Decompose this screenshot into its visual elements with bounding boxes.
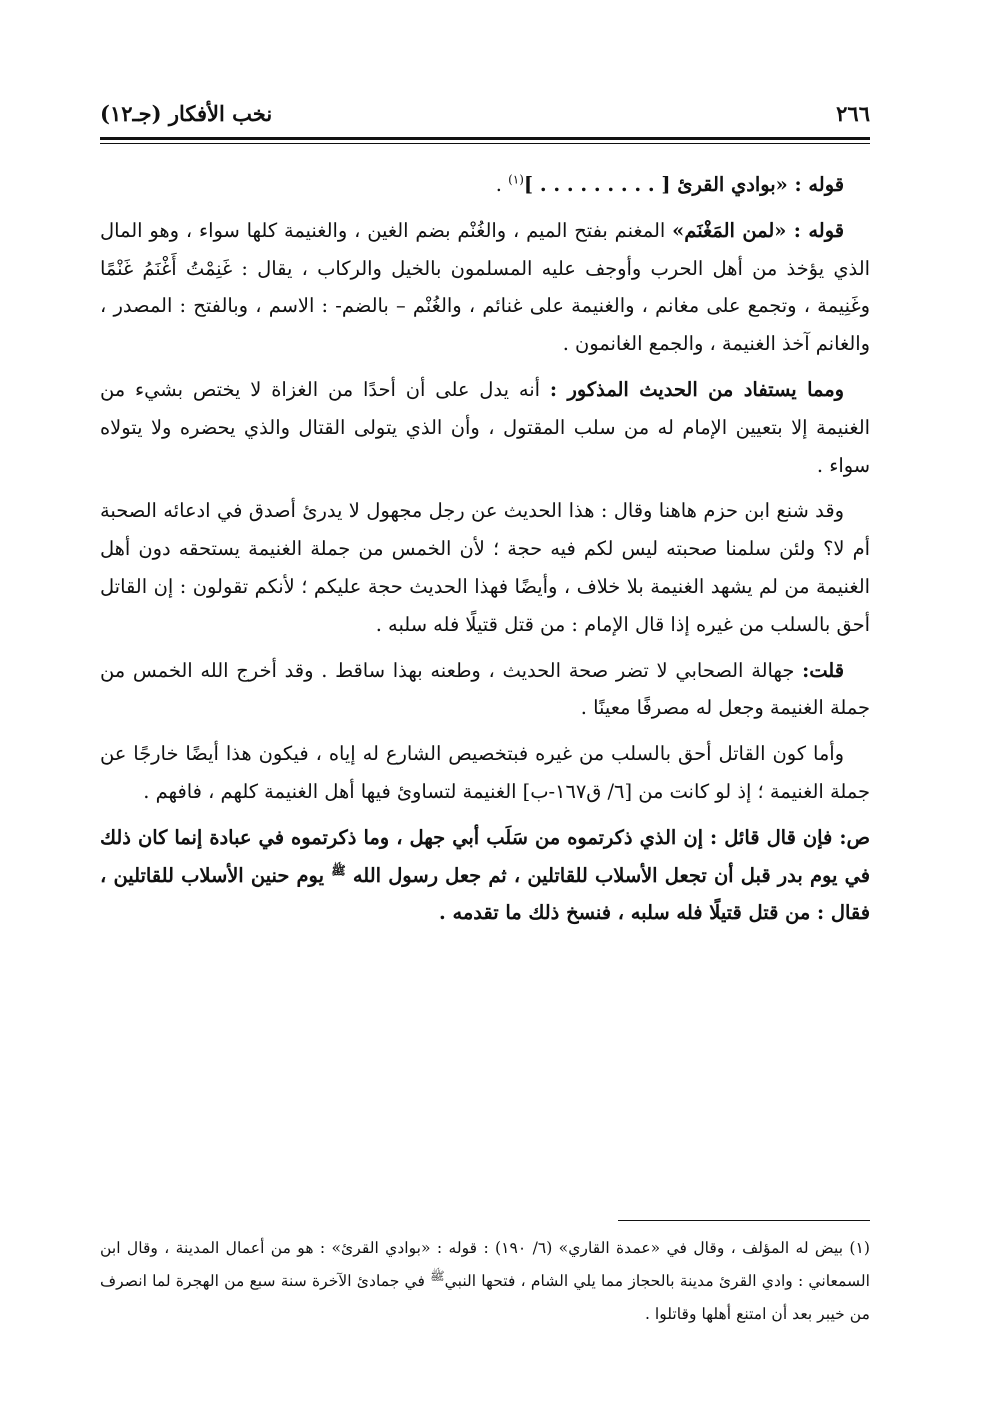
paragraph-3-text: أنه يدل على أن أحدًا من الغزاة لا يختص بشيء من الغنيمة إلا بتعيين الإمام له من سلب المقتول ، وأن الذي يتولى القتال والذي يحضره ولا يتولاه سواء .: [100, 377, 870, 477]
book-page: [100, 92, 870, 1382]
header-rule-thick: [100, 137, 870, 140]
paragraph-7-text-a: فإن قال قائل : إن الذي ذكرتموه من سَلَب أبي جهل ، وما ذكرتموه في عبادة إنما كان ذلك في يوم بدر قبل أن تجعل الأسلاب للقاتلين ، ثم جعل رسول الله: [100, 825, 871, 887]
footnote-ref[interactable]: (١): [508, 172, 524, 187]
paragraph-6-text: وأما كون القاتل أحق بالسلب من غيره فبتخصيص الشارع له إياه ، فيكون هذا أيضًا خارجًا عن جملة الغنيمة ؛ إذ لو كانت من [٦/ ق١٦٧-ب] الغنيمة لتساوئ فيها أهل الغنيمة كلهم ، فافهم .: [100, 742, 870, 803]
paragraph-5-lead: قلت:: [802, 658, 844, 682]
paragraph-4: [100, 492, 870, 643]
footnote-separator: [618, 1220, 870, 1221]
footnote-marker: (١): [849, 1239, 870, 1257]
paragraph-3-lead: ومما يستفاد من الحديث المذكور :: [549, 377, 844, 401]
main-text: [100, 166, 870, 940]
paragraph-7-text-b: يوم حنين الأسلاب للقاتلين ، فقال : من قتل قتيلًا فله سلبه ، فنسخ ذلك ما تقدمه .: [100, 863, 870, 925]
honorific-mark: ﷺ: [331, 863, 346, 878]
paragraph-1: [100, 166, 870, 204]
header-rule-thin: [100, 143, 870, 144]
footnote-honorific-mark: ﷺ: [430, 1268, 445, 1283]
paragraph-5: [100, 652, 870, 728]
paragraph-5-text: جهالة الصحابي لا تضر صحة الحديث ، وطعنه بهذا ساقط . وقد أخرج الله الخمس من جملة الغنيمة وجعل له مصرفًا معينًا .: [100, 658, 870, 720]
paragraph-2: [100, 212, 870, 363]
paragraph-2-lead: قوله : «لمن المَغْنَم»: [672, 218, 845, 242]
paragraph-7-lead: ص:: [839, 825, 870, 849]
paragraph-3: [100, 371, 870, 484]
book-title: نخب الأفكار (جـ١٢): [100, 100, 273, 126]
footnote-text-b: في جمادئ الآخرة سنة سبع من الهجرة لما انصرف من خيبر بعد أن امتنع أهلها وقاتلوا .: [100, 1272, 870, 1323]
footnote-text-a: بيض له المؤلف ، وقال في «عمدة القاري» (٦/ ١٩٠) : قوله : «بوادي القرئ» : هو من أعمال المدينة ، وقال ابن السمعاني : وادي القرئ مدينة بالحجاز مما يلي الشام ، فتحها النبي: [100, 1239, 871, 1290]
footnote-area: [100, 1232, 870, 1331]
footnote-1: [100, 1232, 870, 1331]
running-header: [100, 92, 870, 134]
paragraph-4-text: وقد شنع ابن حزم هاهنا وقال : هذا الحديث عن رجل مجهول لا يدرئ أصدق في ادعائه الصحبة أم لا؟ ولئن سلمنا صحبته ليس لكم فيه حجة ؛ لأن الخمس من جملة الغنيمة يستحقه دون أهل الغنيمة من لم يشهد الغنيمة بلا خلاف ، وأيضًا فهذا الحديث حجة عليكم ؛ لأنكم تقولون : إن القاتل أحق بالسلب من غيره إذا قال الإمام : من قتل قتيلًا فله سلبه .: [100, 499, 870, 636]
paragraph-1-tail: .: [495, 173, 509, 196]
paragraph-6: [100, 735, 870, 811]
page-number: ٢٦٦: [836, 100, 870, 126]
paragraph-7: [100, 819, 870, 932]
paragraph-1-lead: قوله : «بوادي القرئ [ . . . . . . . . . ]: [523, 173, 844, 196]
paragraph-2-text: المغنم بفتح الميم ، والغُنْم بضم الغين ، والغنيمة كلها سواء ، وهو المال الذي يؤخذ من أهل الحرب وأوجف عليه المسلمون بالخيل والركاب ، يقال : غَنِمْتُ أَغْنَمُ غَنْمًا وغَنِيمة ، وتجمع على مغانم ، والغنيمة على غنائم ، والغُنْم – بالضم- : الاسم ، وبالفتح : المصدر ، والغانم آخذ الغنيمة ، والجمع الغانمون .: [100, 218, 870, 356]
